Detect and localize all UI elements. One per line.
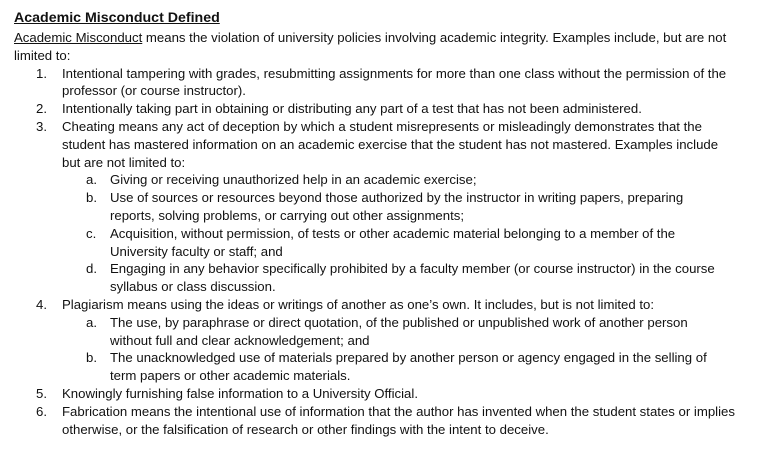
sub-list-item-text: Giving or receiving unauthorized help in an academic exercise;: [110, 172, 477, 188]
list-item-text: Intentionally taking part in obtaining or distributing any part of a test that has not been administered.: [62, 101, 642, 117]
list-item: [14, 100, 744, 118]
list-item: [14, 118, 744, 296]
sub-list-letter: b.: [86, 190, 97, 206]
sub-list-letter: a.: [86, 314, 97, 330]
cheating-examples-list: [62, 171, 736, 296]
sub-list-item-text: Engaging in any behavior specifically prohibited by a faculty member (or course instructor) in the course syllabus or class discussion.: [110, 261, 715, 295]
list-item: [14, 403, 744, 439]
list-item-text: Intentional tampering with grades, resubmitting assignments for more than one class without the permission of the professor (or course instructor).: [62, 65, 727, 99]
list-number: 5.: [36, 385, 47, 401]
misconduct-list: [14, 65, 744, 439]
plagiarism-examples-list: [62, 314, 736, 385]
sub-list-item: [62, 171, 736, 189]
defined-term: Academic Misconduct: [14, 30, 143, 45]
list-item: [14, 65, 744, 101]
list-item-text: Fabrication means the intentional use of information that the author has invented when the student states or implies otherwise, or the falsification of research or other findings with the intent to deceive.: [62, 403, 735, 437]
list-item-text: Cheating means any act of deception by which a student misrepresents or misleadingly demonstrates that the student has mastered information on an academic exercise that the student has not mastered. Examples include but are not limited to:: [62, 118, 719, 170]
list-number: 1.: [36, 65, 47, 81]
list-item: [14, 385, 744, 403]
sub-list-item: [62, 260, 736, 296]
list-item-text: Plagiarism means using the ideas or writings of another as one’s own. It includes, but is not limited to:: [62, 296, 655, 312]
list-item: [14, 296, 744, 385]
list-number: 4.: [36, 296, 47, 312]
intro-text: means the violation of university policies involving academic integrity. Examples include, but are not limited to:: [14, 30, 727, 63]
list-item-text: Knowingly furnishing false information to a University Official.: [62, 385, 418, 401]
document-page: [14, 8, 744, 438]
sub-list-item-text: Acquisition, without permission, of tests or other academic material belonging to a member of the University faculty or staff; and: [110, 225, 676, 259]
sub-list-letter: b.: [86, 350, 97, 366]
sub-list-letter: d.: [86, 261, 97, 277]
list-number: 6.: [36, 403, 47, 419]
list-number: 3.: [36, 118, 47, 134]
sub-list-item-text: Use of sources or resources beyond those authorized by the instructor in writing papers, preparing reports, solving problems, or carrying out other assignments;: [110, 190, 684, 223]
sub-list-item: [62, 189, 736, 225]
sub-list-item-text: The unacknowledged use of materials prepared by another person or agency engaged in the selling of term papers or other academic materials.: [110, 350, 707, 384]
sub-list-item-text: The use, by paraphrase or direct quotation, of the published or unpublished work of another person without full and clear acknowledgement; and: [110, 314, 688, 348]
sub-list-item: [62, 225, 736, 261]
page-title: Academic Misconduct Defined: [14, 10, 220, 26]
sub-list-item: [62, 314, 736, 350]
sub-list-letter: c.: [86, 225, 97, 241]
intro-paragraph: [14, 29, 744, 65]
sub-list-letter: a.: [86, 172, 97, 188]
sub-list-item: [62, 349, 736, 385]
list-number: 2.: [36, 101, 47, 117]
